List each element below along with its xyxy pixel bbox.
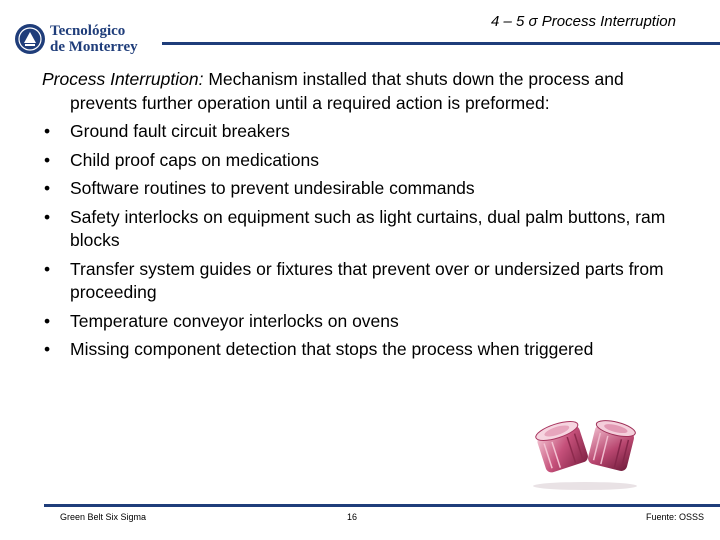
list-item-text: Transfer system guides or fixtures that prevent over or undersized parts from proceeding bbox=[70, 258, 664, 302]
institution-seal-icon bbox=[14, 23, 46, 55]
list-item bbox=[42, 149, 692, 173]
definition-paragraph bbox=[42, 68, 692, 115]
slide-content bbox=[42, 68, 692, 362]
footer-divider bbox=[44, 504, 720, 507]
list-item-text: Ground fault circuit breakers bbox=[70, 121, 290, 141]
bullet-icon: • bbox=[44, 149, 51, 170]
child-proof-caps-photo bbox=[527, 404, 643, 490]
bullet-icon: • bbox=[44, 258, 51, 279]
logo bbox=[12, 20, 142, 60]
list-item bbox=[42, 310, 692, 334]
list-item-text: Missing component detection that stops the process when triggered bbox=[70, 339, 594, 359]
definition-text: Mechanism installed that shuts down the process and prevents further operation until a required action is preformed: bbox=[70, 69, 624, 113]
slide-title: 4 – 5 σ Process Interruption bbox=[491, 13, 676, 30]
logo-text-line1: Tecnológico bbox=[50, 23, 126, 39]
bullet-list bbox=[42, 120, 692, 362]
list-item bbox=[42, 206, 692, 253]
footer-course-label: Green Belt Six Sigma bbox=[60, 512, 147, 522]
list-item-text: Software routines to prevent undesirable commands bbox=[70, 178, 475, 198]
bullet-icon: • bbox=[44, 121, 51, 141]
header-divider bbox=[162, 42, 720, 45]
list-item bbox=[42, 338, 692, 362]
list-item-text: Safety interlocks on equipment such as light curtains, dual palm buttons, ram blocks bbox=[70, 206, 666, 250]
list-item-text: Temperature conveyor interlocks on ovens bbox=[70, 310, 399, 331]
page-number: 16 bbox=[347, 512, 358, 522]
list-item bbox=[42, 120, 692, 144]
list-item bbox=[42, 258, 692, 305]
logo-text-line2: de Monterrey bbox=[50, 39, 138, 55]
bullet-icon: • bbox=[44, 178, 51, 198]
list-item bbox=[42, 177, 692, 201]
bullet-icon: • bbox=[44, 339, 51, 359]
definition-term: Process Interruption: bbox=[42, 69, 204, 89]
list-item-text: Child proof caps on medications bbox=[70, 149, 320, 170]
footer-source: Fuente: OSSS bbox=[645, 512, 704, 522]
bullet-icon: • bbox=[44, 310, 51, 331]
bullet-icon: • bbox=[44, 206, 51, 227]
